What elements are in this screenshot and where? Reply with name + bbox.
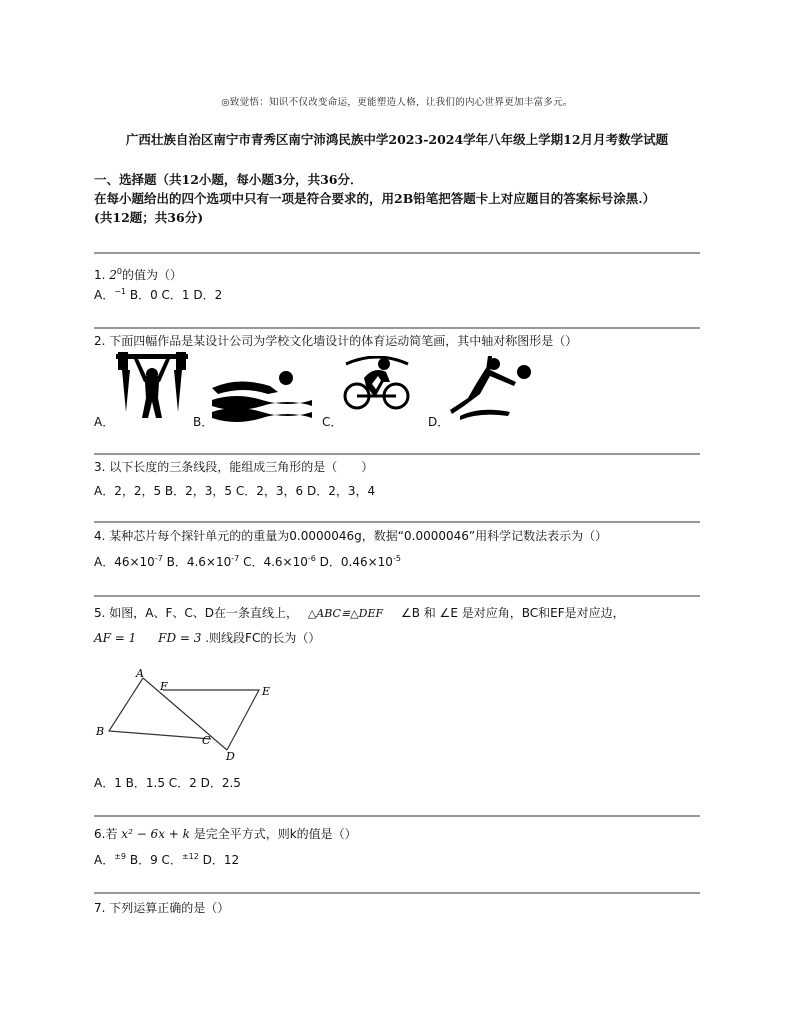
section-summary: (共12题；共36分) [94, 210, 204, 225]
divider [94, 595, 700, 597]
option-a-label: A． [94, 415, 115, 429]
point-c-label: C [202, 734, 211, 747]
swimmer-icon [208, 370, 316, 422]
question-7-stem: 7. 下列运算正确的是（） [94, 901, 230, 915]
option-c-label: C． [322, 415, 343, 429]
point-d-label: D [226, 750, 235, 763]
point-e-label: E [262, 685, 271, 698]
weightlifter-icon [116, 352, 188, 422]
point-b-label: B [96, 725, 105, 738]
question-2-stem: 2. 下面四幅作品是某设计公司为学校文化墙设计的体育运动简笔画，其中轴对称图形是（） [94, 334, 578, 348]
cyclist-icon [342, 356, 412, 412]
exam-title: 广西壮族自治区南宁市青秀区南宁沛鸿民族中学2023-2024学年八年级上学期12月月考数学试题 [125, 132, 669, 147]
question-3-stem: 3. 以下长度的三条线段，能组成三角形的是（ ） [94, 460, 374, 474]
volleyball-player-icon [450, 354, 534, 420]
divider [94, 815, 700, 817]
divider [94, 453, 700, 455]
question-5-stem-line1: 5. 如图，A、F、C、D在一条直线上， △ABC≌△DEF ∠B 和 ∠E 是对应角，BC和EF是对应边， [94, 606, 625, 620]
point-f-label: F [160, 680, 168, 693]
point-a-label: A [136, 668, 144, 680]
divider [94, 327, 700, 329]
question-3-options: A．2，2，5 B．2，3，5 C．2，3，6 D．2，3，4 [94, 484, 376, 498]
section-instruction: 在每小题给出的四个选项中只有一项是符合要求的，用2B铅笔把答题卡上对应题目的答案标号涂黑.） [94, 191, 656, 206]
divider [94, 892, 700, 894]
question-1-options: A．$^{-1}$ B．0 C．1 D．2 [94, 287, 223, 302]
question-1-stem: 1. $2^0$的值为（） [94, 267, 183, 282]
question-5-options: A．1 B．1.5 C．2 D．2.5 [94, 776, 241, 790]
question-6-stem: 6.若 x² − 6x + k 是完全平方式，则k的值是（） [94, 827, 357, 841]
motto-line: ◎致觉悟：知识不仅改变命运，更能塑造人格，让我们的内心世界更加丰富多元。 [221, 97, 573, 108]
triangle-figure [94, 668, 284, 764]
question-5-stem-line2: AF = 1 FD = 3 .则线段FC的长为（） [94, 631, 321, 645]
divider [94, 252, 700, 254]
option-b-label: B． [193, 415, 214, 429]
section-heading: 一、选择题（共12小题，每小题3分，共36分． [94, 172, 363, 187]
question-4-stem: 4. 某种芯片每个探针单元的的重量为0.0000046g，数据“0.0000046”用科学记数法表示为（） [94, 529, 608, 543]
question-6-options: A．$^{\pm 9}$ B．9 C．$^{\pm 12}$ D．12 [94, 852, 240, 867]
divider [94, 521, 700, 523]
question-4-options: A．$46\times 10^{-7}$ B．$4.6\times 10^{-7}$ C．$4.6\times 10^{-6}$ D．$0.46\times 10^{-5}$ [94, 554, 401, 569]
option-d-label: D． [428, 415, 450, 429]
